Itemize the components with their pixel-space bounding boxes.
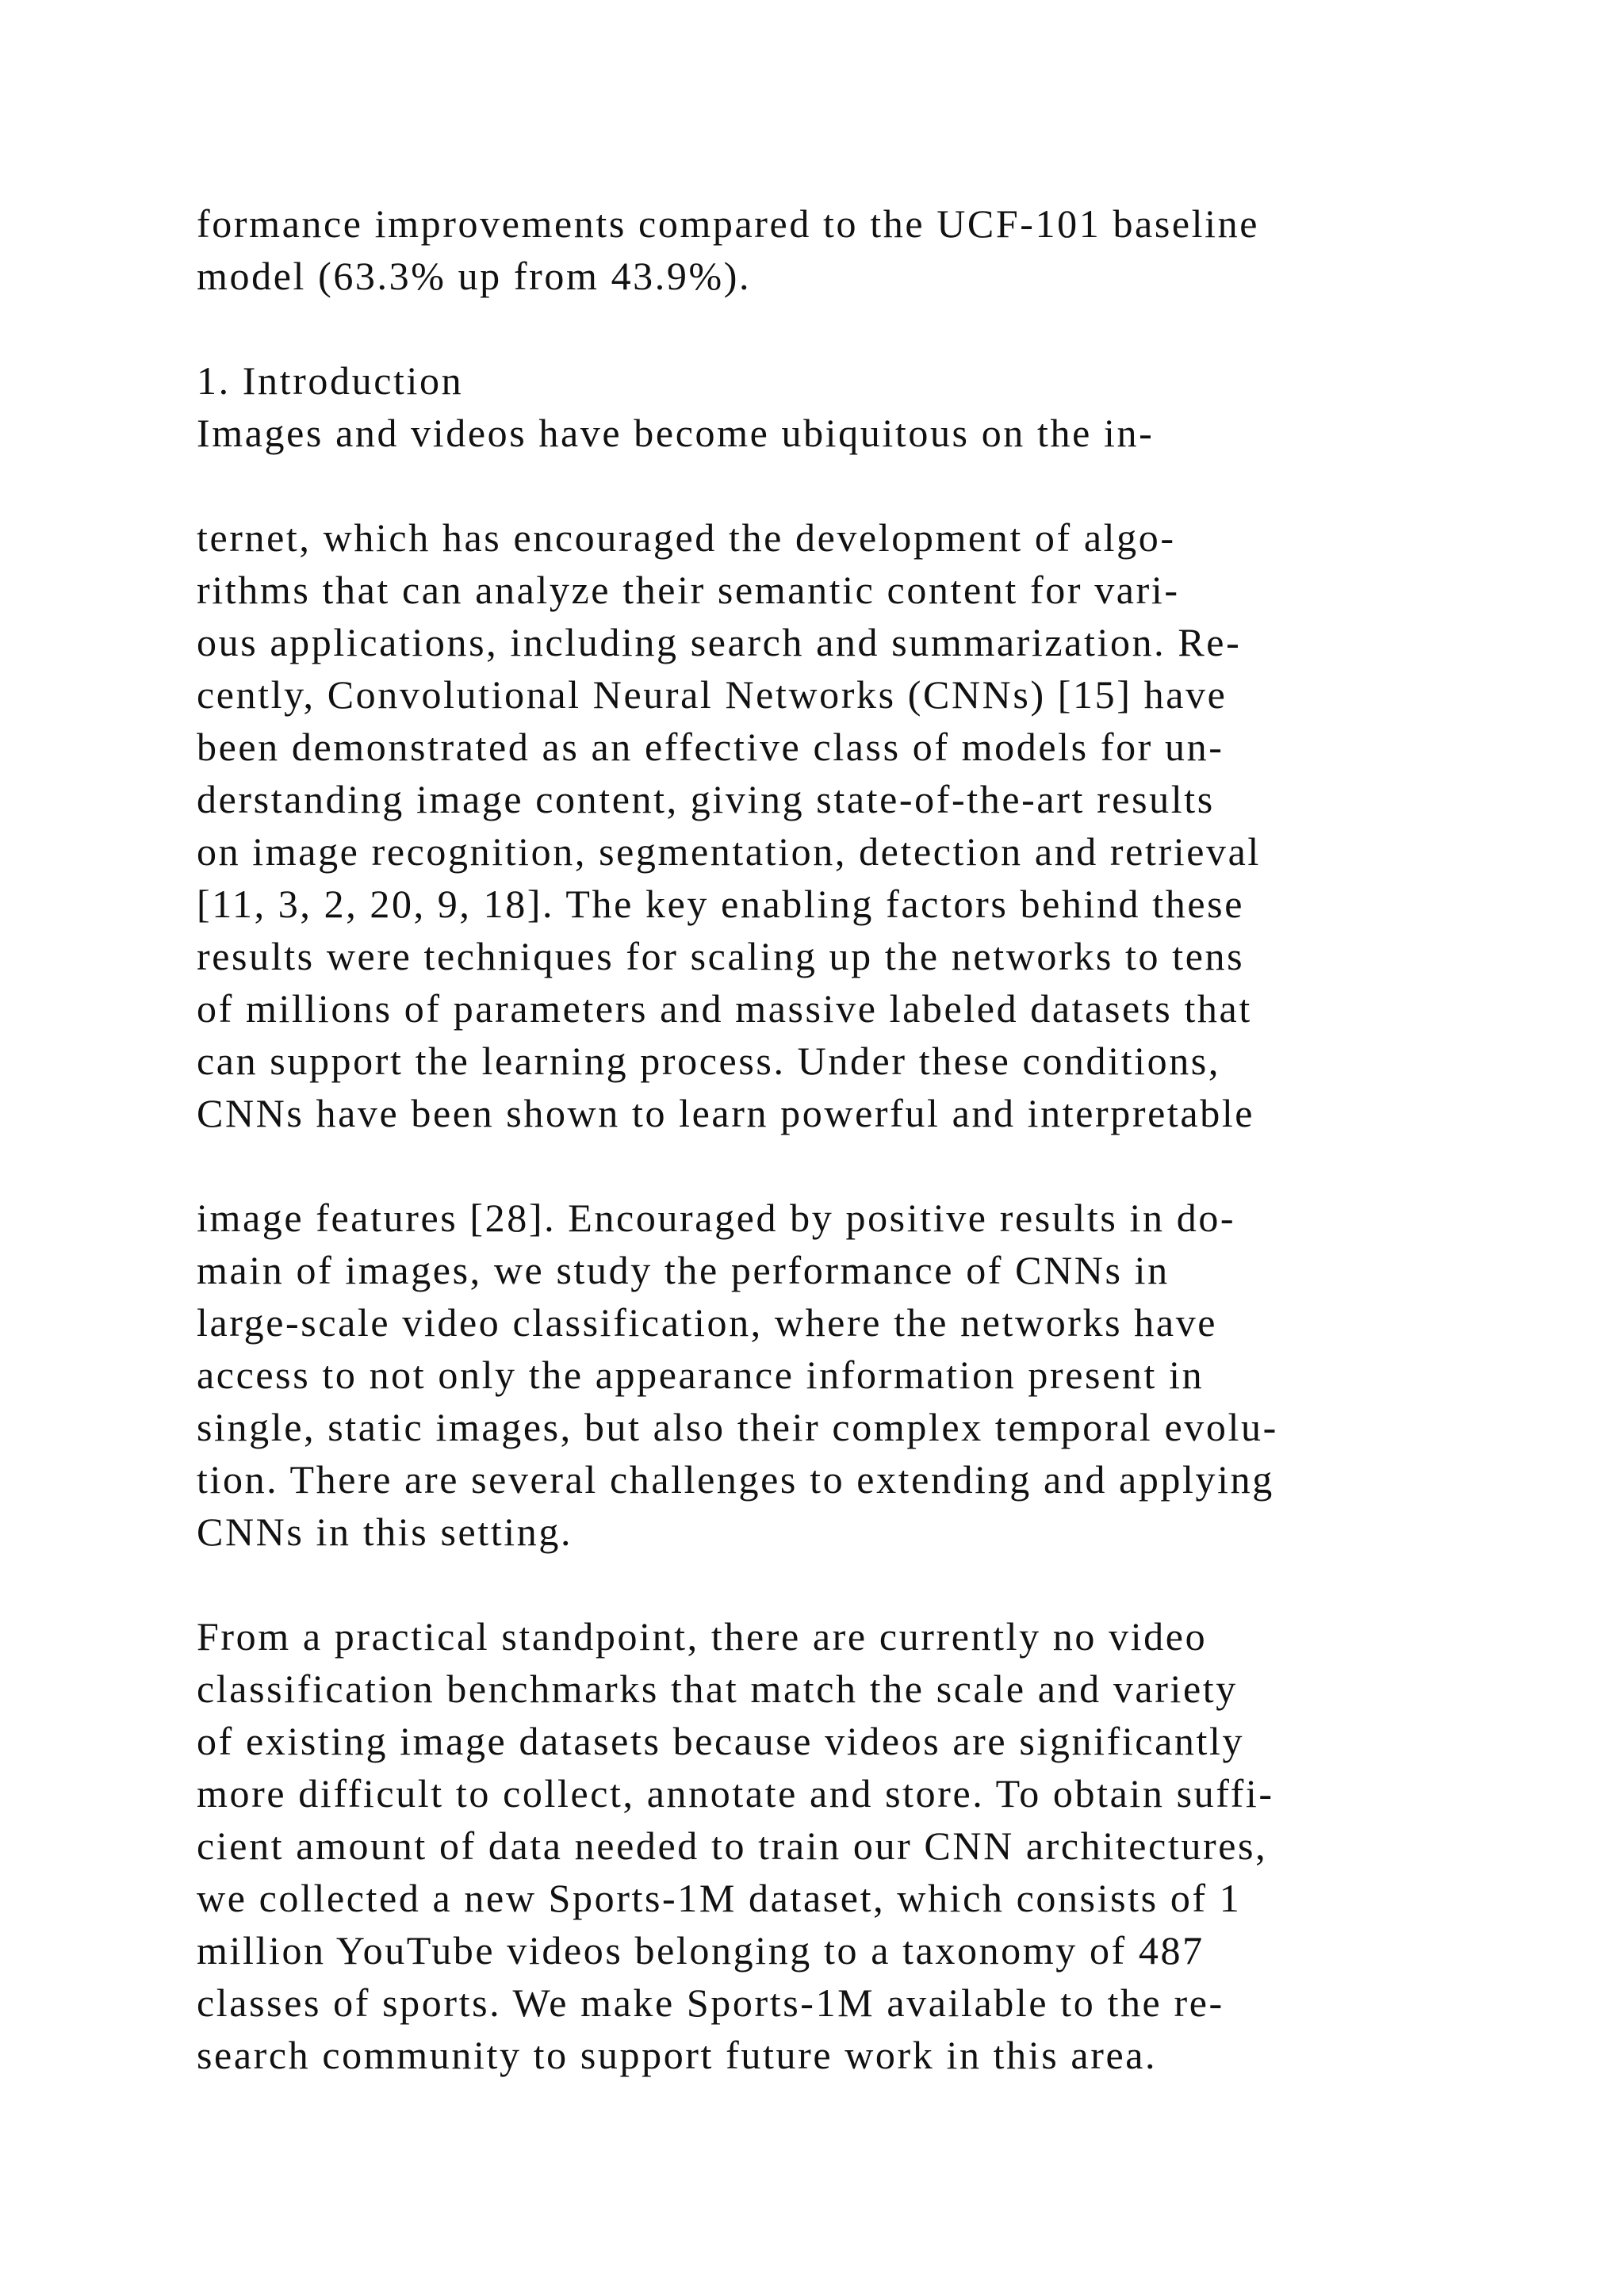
paragraph-line: more difficult to collect, annotate and store. To obtain suffi- bbox=[197, 1771, 1274, 1816]
paragraph-line: rithms that can analyze their semantic content for vari- bbox=[197, 568, 1180, 612]
paragraph-line: classification benchmarks that match the scale and variety bbox=[197, 1667, 1238, 1711]
paragraph-line: ternet, which has encouraged the development of algo- bbox=[197, 515, 1176, 560]
paragraph-line: single, static images, but also their complex temporal evolu- bbox=[197, 1405, 1278, 1449]
paragraph-line: access to not only the appearance information present in bbox=[197, 1353, 1205, 1397]
paragraph-line: can support the learning process. Under these conditions, bbox=[197, 1039, 1220, 1083]
paragraph-line: been demonstrated as an effective class of models for un- bbox=[197, 725, 1224, 769]
paragraph-line: million YouTube videos belonging to a taxonomy of 487 bbox=[197, 1928, 1205, 1973]
paragraph-line: Images and videos have become ubiquitous on the in- bbox=[197, 411, 1155, 455]
paragraph-line: main of images, we study the performance of CNNs in bbox=[197, 1248, 1170, 1292]
paragraph-line: of existing image datasets because videos are significantly bbox=[197, 1719, 1245, 1763]
paragraph-line: From a practical standpoint, there are currently no video bbox=[197, 1614, 1208, 1659]
abstract-line: model (63.3% up from 43.9%). bbox=[197, 254, 752, 298]
paragraph-line: classes of sports. We make Sports-1M available to the re- bbox=[197, 1980, 1224, 2025]
paragraph-line: cently, Convolutional Neural Networks (CNNs) [15] have bbox=[197, 672, 1228, 717]
paragraph-line: CNNs have been shown to learn powerful and interpretable bbox=[197, 1091, 1255, 1135]
paragraph-line: tion. There are several challenges to extending and applying bbox=[197, 1457, 1274, 1502]
paragraph-line: [11, 3, 2, 20, 9, 18]. The key enabling factors behind these bbox=[197, 882, 1244, 926]
paragraph-line: image features [28]. Encouraged by positive results in do- bbox=[197, 1196, 1236, 1240]
paragraph-line: cient amount of data needed to train our CNN architectures, bbox=[197, 1823, 1268, 1868]
paragraph-line: large-scale video classification, where the networks have bbox=[197, 1300, 1218, 1345]
abstract-line: formance improvements compared to the UCF-101 baseline bbox=[197, 201, 1260, 246]
paragraph-line: ous applications, including search and summarization. Re- bbox=[197, 620, 1242, 664]
paragraph-line: CNNs in this setting. bbox=[197, 1510, 573, 1554]
section-heading: 1. Introduction bbox=[197, 358, 464, 403]
paragraph-line: search community to support future work in this area. bbox=[197, 2033, 1158, 2077]
paragraph-line: we collected a new Sports-1M dataset, which consists of 1 bbox=[197, 1876, 1242, 1920]
paragraph-line: derstanding image content, giving state-of-the-art results bbox=[197, 777, 1215, 821]
paragraph-line: of millions of parameters and massive labeled datasets that bbox=[197, 986, 1252, 1031]
paragraph-line: results were techniques for scaling up the networks to tens bbox=[197, 934, 1245, 978]
paragraph-line: on image recognition, segmentation, detection and retrieval bbox=[197, 829, 1261, 874]
